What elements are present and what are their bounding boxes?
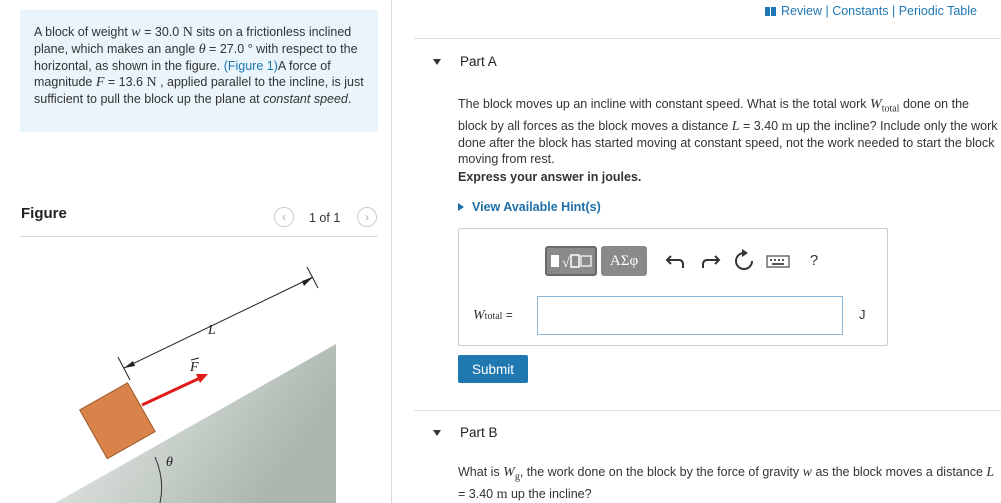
constants-link[interactable]: Constants bbox=[832, 4, 889, 18]
answer-label-equals: = bbox=[502, 308, 513, 322]
problem-text: A force of magnitude bbox=[34, 59, 331, 89]
answer-input[interactable] bbox=[537, 296, 843, 335]
partA-question bbox=[458, 96, 998, 167]
figure-prev-button[interactable] bbox=[274, 207, 294, 227]
question-text: What is bbox=[458, 465, 504, 479]
left-panel bbox=[0, 0, 392, 503]
partB-collapse-toggle[interactable] bbox=[433, 430, 441, 436]
figure-counter: 1 of 1 bbox=[309, 211, 341, 225]
weight-vector-symbol: w bbox=[802, 465, 812, 480]
figure-title: Figure bbox=[21, 205, 67, 222]
question-text: as the block moves a distance bbox=[811, 465, 987, 479]
top-links bbox=[765, 4, 977, 18]
answer-box bbox=[458, 228, 888, 346]
periodic-table-link[interactable]: Periodic Table bbox=[898, 4, 977, 18]
help-button[interactable]: ? bbox=[809, 252, 819, 269]
reset-icon[interactable] bbox=[731, 248, 757, 274]
chevron-right-icon: › bbox=[365, 210, 369, 224]
redo-icon[interactable] bbox=[697, 248, 723, 274]
figure-next-button[interactable] bbox=[357, 207, 377, 227]
label-F: F bbox=[190, 360, 199, 375]
dimension-arrowhead-left bbox=[124, 361, 135, 368]
dimension-tick-left bbox=[118, 357, 130, 380]
theta-value: = 27.0 ° bbox=[205, 42, 253, 56]
distance-symbol: L bbox=[731, 118, 740, 134]
divider bbox=[414, 410, 1001, 411]
templates-icon bbox=[547, 248, 595, 274]
dimension-line bbox=[124, 277, 313, 368]
problem-text: A block of weight bbox=[34, 25, 132, 39]
answer-label-subscript: total bbox=[484, 311, 503, 322]
divider bbox=[414, 38, 1001, 39]
partB-question bbox=[458, 464, 998, 503]
greek-symbols-button[interactable]: ΑΣφ bbox=[601, 246, 647, 276]
answer-unit: J bbox=[859, 307, 866, 322]
work-symbol: W bbox=[870, 97, 882, 112]
label-L: L bbox=[208, 323, 216, 338]
link-separator: | bbox=[825, 4, 829, 18]
link-separator: | bbox=[891, 4, 896, 18]
distance-value: = 3.40 bbox=[458, 486, 497, 501]
answer-instruction: Express your answer in joules. bbox=[458, 170, 642, 184]
review-link[interactable]: Review bbox=[780, 4, 822, 18]
work-subscript: g bbox=[514, 471, 520, 483]
problem-statement bbox=[20, 10, 378, 132]
question-text: up the incline? Include only the work done after the block has started moving at constant speed, not the work needed to start the block moving from rest. bbox=[458, 118, 998, 166]
work-symbol: W bbox=[503, 465, 515, 480]
weight-symbol: w bbox=[131, 25, 141, 40]
block bbox=[80, 383, 155, 459]
distance-unit: m bbox=[496, 486, 508, 502]
problem-text: . bbox=[347, 92, 352, 106]
force-arrow bbox=[142, 378, 200, 405]
constant-speed-emphasis: constant speed bbox=[263, 92, 348, 106]
weight-unit: N bbox=[182, 25, 193, 40]
undo-icon[interactable] bbox=[663, 248, 689, 274]
partB-title[interactable]: Part B bbox=[460, 425, 498, 440]
question-text: , the work done on the block by the force of gravity bbox=[519, 465, 803, 479]
answer-label bbox=[473, 308, 513, 324]
question-text: done on the block by all forces as the block moves a distance bbox=[458, 97, 969, 133]
work-subscript: total bbox=[881, 103, 900, 115]
templates-button[interactable] bbox=[545, 246, 597, 276]
force-symbol: F bbox=[95, 75, 105, 90]
incline-figure bbox=[0, 240, 392, 503]
theta-symbol: θ bbox=[198, 42, 206, 57]
dimension-arrowhead-right bbox=[302, 277, 313, 286]
figure-header bbox=[20, 203, 378, 237]
force-unit: N bbox=[146, 75, 157, 90]
weight-value: = 30.0 bbox=[140, 25, 183, 39]
hint-label: View Available Hint(s) bbox=[472, 200, 601, 214]
book-icon bbox=[765, 7, 776, 16]
block-rect bbox=[80, 383, 155, 459]
submit-button[interactable]: Submit bbox=[458, 355, 528, 383]
problem-text: with respect to the horizontal, as shown in the figure. bbox=[34, 42, 358, 73]
problem-text: , applied parallel to the incline, is just sufficient to pull the block up the plane at bbox=[34, 75, 364, 106]
figure-link[interactable]: (Figure 1) bbox=[223, 59, 278, 73]
svg-text:√: √ bbox=[562, 256, 570, 271]
partA-title[interactable]: Part A bbox=[460, 54, 497, 69]
keyboard-icon[interactable] bbox=[765, 248, 791, 274]
distance-symbol: L bbox=[986, 465, 995, 480]
problem-text: sits on a frictionless inclined plane, which makes an angle bbox=[34, 25, 352, 56]
partA-collapse-toggle[interactable] bbox=[433, 59, 441, 65]
caret-right-icon bbox=[458, 203, 464, 211]
label-theta: θ bbox=[166, 455, 173, 470]
question-text: up the incline? bbox=[507, 486, 592, 501]
force-value: = 13.6 bbox=[104, 75, 147, 89]
view-hints-link[interactable] bbox=[458, 200, 601, 214]
chevron-left-icon: ‹ bbox=[282, 210, 286, 224]
question-text: The block moves up an incline with constant speed. What is the total work bbox=[458, 97, 871, 111]
distance-value: = 3.40 bbox=[739, 118, 782, 133]
distance-unit: m bbox=[781, 118, 793, 134]
answer-label-symbol: W bbox=[473, 308, 485, 323]
